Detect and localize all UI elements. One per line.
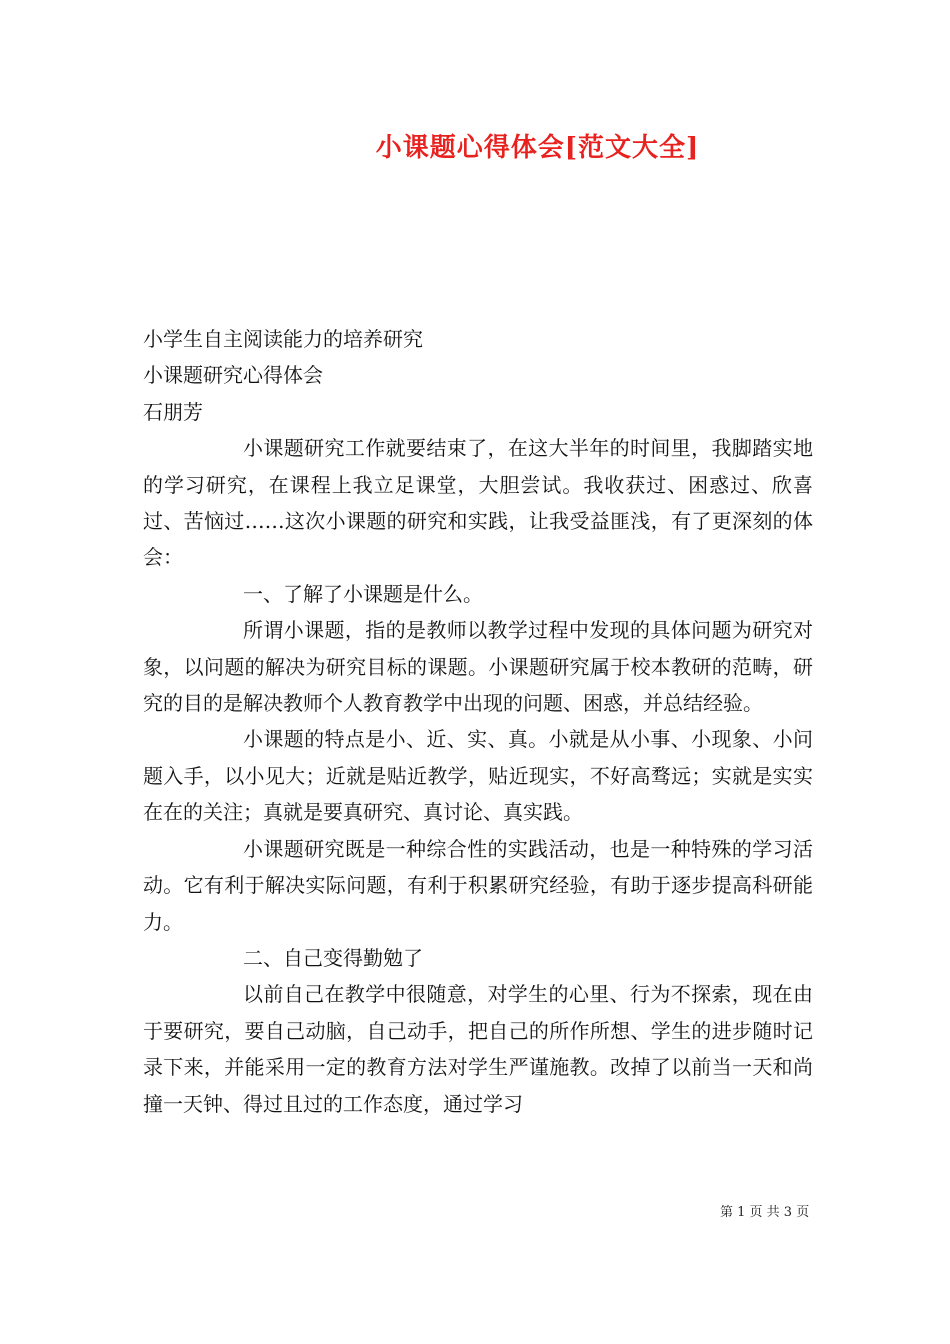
paragraph-features: 小课题的特点是小、近、实、真。小就是从小事、小现象、小问题入手，以小见大；近就是贴近教学，贴近现实，不好高骛远；实就是实实在在的关注；真就是要真研究、真讨论、真实践。 <box>143 727 813 825</box>
paragraph-benefits: 小课题研究既是一种综合性的实践活动，也是一种特殊的学习活动。它有利于解决实际问题，有利于积累研究经验，有助于逐步提高科研能力。 <box>143 836 813 934</box>
document-subtitle: 小课题研究心得体会 <box>143 363 323 388</box>
paragraph-intro: 小课题研究工作就要结束了，在这大半年的时间里，我脚踏实地的学习研究，在课程上我立足课堂，大胆尝试。我收获过、困惑过、欣喜过、苦恼过……这次小课题的研究和实践，让我受益匪浅，有了更深刻的体会： <box>143 436 813 570</box>
paragraph-diligence: 以前自己在教学中很随意，对学生的心里、行为不探索，现在由于要研究，要自己动脑，自己动手，把自己的所作所想、学生的进步随时记录下来，并能采用一定的教育方法对学生严谨施教。改掉了以前当一天和尚撞一天钟、得过且过的工作态度，通过学习 <box>143 982 813 1116</box>
paragraph-definition: 所谓小课题，指的是教师以教学过程中发现的具体问题为研究对象，以问题的解决为研究目标的课题。小课题研究属于校本教研的范畴，研究的目的是解决教师个人教育教学中出现的问题、困惑，并总结经验。 <box>143 618 813 716</box>
page-number: 第 1 页 共 3 页 <box>720 1205 810 1220</box>
document-topic: 小学生自主阅读能力的培养研究 <box>143 327 423 351</box>
section-heading-2: 二、自己变得勤勉了 <box>243 945 423 970</box>
page-title: 小课题心得体会[范文大全] <box>375 133 700 163</box>
document-body <box>143 321 813 1122</box>
document-author: 石朋芳 <box>143 399 203 424</box>
section-heading-1: 一、了解了小课题是什么。 <box>243 581 483 606</box>
